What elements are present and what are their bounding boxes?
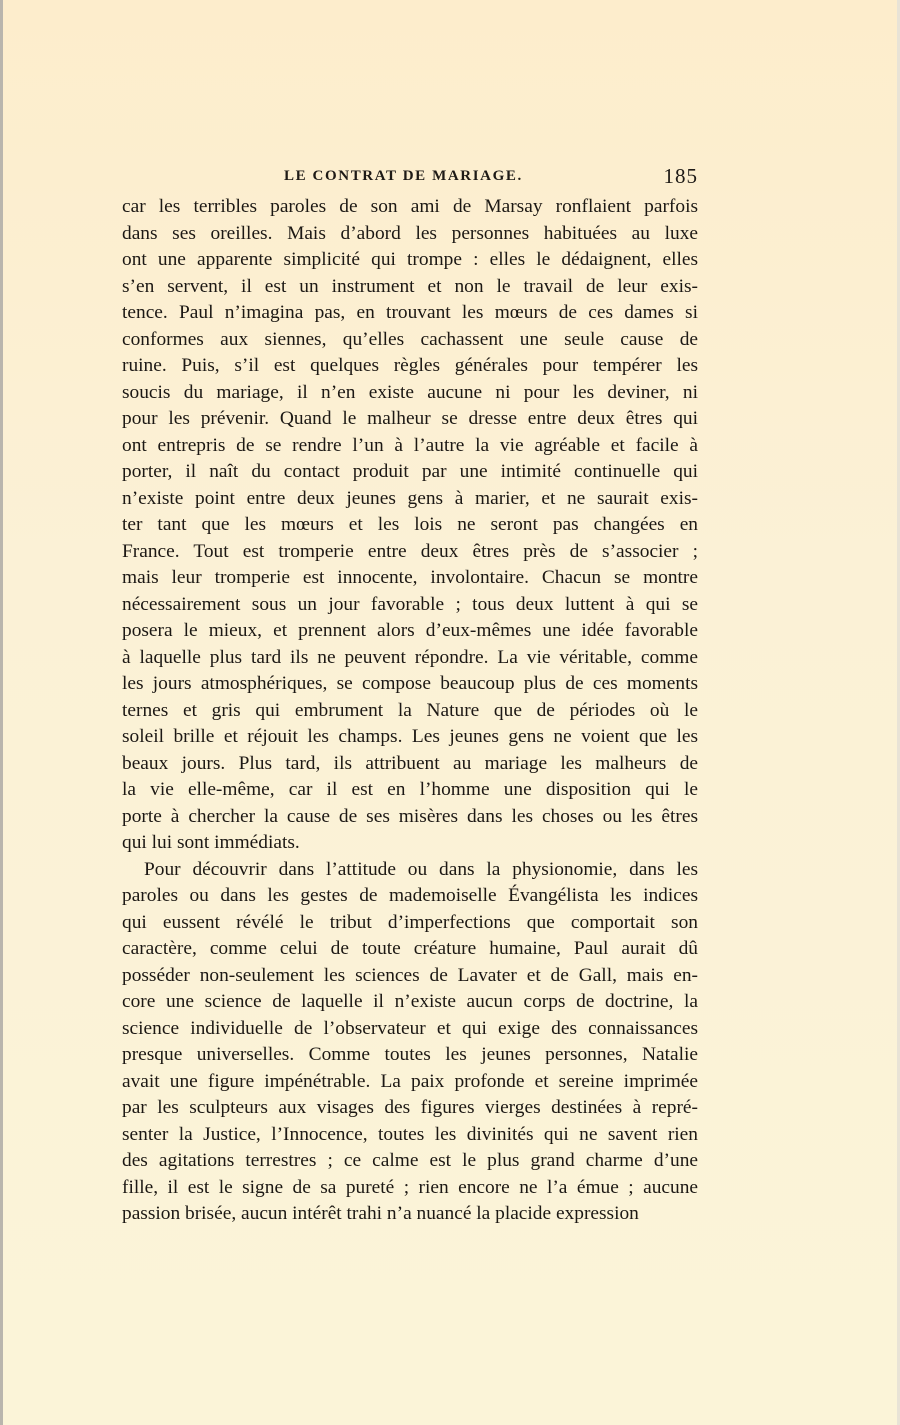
text-line: ont une apparente simplicité qui trompe : elles le dédaignent, elles — [122, 249, 698, 270]
running-title: LE CONTRAT DE MARIAGE. — [284, 168, 523, 184]
text-line: Pour découvrir dans l’attitude ou dans la physionomie, dans les — [144, 858, 698, 880]
text-line: posera le mieux, et prennent alors d’eux-mêmes une idée favorable — [122, 620, 698, 641]
text-line: core une science de laquelle il n’existe aucun corps de doctrine, la — [122, 991, 698, 1012]
text-line: conformes aux siennes, qu’elles cachassent une seule cause de — [122, 328, 698, 350]
text-line: caractère, comme celui de toute créature humaine, Paul aurait dû — [122, 938, 698, 959]
text-line: science individuelle de l’observateur et qui exige des connaissances — [122, 1017, 698, 1039]
text-line: beaux jours. Plus tard, ils attribuent au mariage les malheurs de — [122, 752, 698, 774]
text-line: des agitations terrestres ; ce calme est le plus grand charme d’une — [122, 1150, 698, 1171]
text-line: ter tant que les mœurs et les lois ne seront pas changées en — [122, 514, 698, 535]
text-line: dans ses oreilles. Mais d’abord les personnes habituées au luxe — [122, 222, 698, 244]
text-line: car les terribles paroles de son ami de Marsay ronflaient parfois — [122, 196, 698, 217]
text-line: nécessairement sous un jour favorable ; tous deux luttent à qui se — [122, 593, 698, 615]
text-line: mais leur tromperie est innocente, involontaire. Chacun se montre — [122, 567, 698, 588]
text-line: ruine. Puis, s’il est quelques règles générales pour tempérer les — [122, 355, 698, 376]
text-line: paroles ou dans les gestes de mademoiselle Évangélista les indices — [122, 885, 698, 906]
body-text — [122, 194, 698, 1228]
text-line: ternes et gris qui embrument la Nature que de périodes où le — [122, 699, 698, 721]
text-line: soleil brille et réjouit les champs. Les jeunes gens ne voient que les — [122, 726, 698, 747]
page-number: 185 — [663, 164, 698, 188]
paragraph — [122, 857, 698, 1228]
text-line: presque universelles. Comme toutes les jeunes personnes, Natalie — [122, 1044, 698, 1065]
text-line: porte à chercher la cause de ses misères dans les choses ou les êtres — [122, 805, 698, 827]
text-line: posséder non-seulement les sciences de Lavater et de Gall, mais en- — [122, 964, 698, 986]
text-line: à laquelle plus tard ils ne peuvent répondre. La vie véritable, comme — [122, 646, 698, 668]
text-line: qui eussent révélé le tribut d’imperfections que comportait son — [122, 911, 698, 933]
text-line: les jours atmosphériques, se compose beaucoup plus de ces moments — [122, 673, 698, 694]
page-left-edge — [0, 0, 3, 1425]
text-line: porter, il naît du contact produit par une intimité continuelle qui — [122, 461, 698, 482]
text-line: passion brisée, aucun intérêt trahi n’a nuancé la placide expression — [122, 1203, 639, 1224]
text-line: la vie elle-même, car il est en l’homme une disposition qui le — [122, 779, 698, 800]
text-line: qui lui sont immédiats. — [122, 832, 300, 853]
text-line: senter la Justice, l’Innocence, toutes les divinités qui ne savent rien — [122, 1123, 698, 1145]
paragraph — [122, 194, 698, 857]
text-line: par les sculpteurs aux visages des figures vierges destinées à repré- — [122, 1097, 698, 1118]
text-line: France. Tout est tromperie entre deux êtres près de s’associer ; — [122, 540, 698, 562]
text-line: ont entrepris de se rendre l’un à l’autre la vie agréable et facile à — [122, 434, 698, 456]
text-line: tence. Paul n’imagina pas, en trouvant les mœurs de ces dames si — [122, 302, 698, 323]
text-line: s’en servent, il est un instrument et non le travail de leur exis- — [122, 275, 698, 297]
text-line: fille, il est le signe de sa pureté ; rien encore ne l’a émue ; aucune — [122, 1176, 698, 1198]
text-line: avait une figure impénétrable. La paix profonde et sereine imprimée — [122, 1070, 698, 1092]
text-line: n’existe point entre deux jeunes gens à marier, et ne saurait exis- — [122, 487, 698, 509]
page-header — [122, 164, 698, 194]
text-line: pour les prévenir. Quand le malheur se dresse entre deux êtres qui — [122, 408, 698, 429]
text-line: soucis du mariage, il n’en existe aucune ni pour les deviner, ni — [122, 381, 698, 403]
